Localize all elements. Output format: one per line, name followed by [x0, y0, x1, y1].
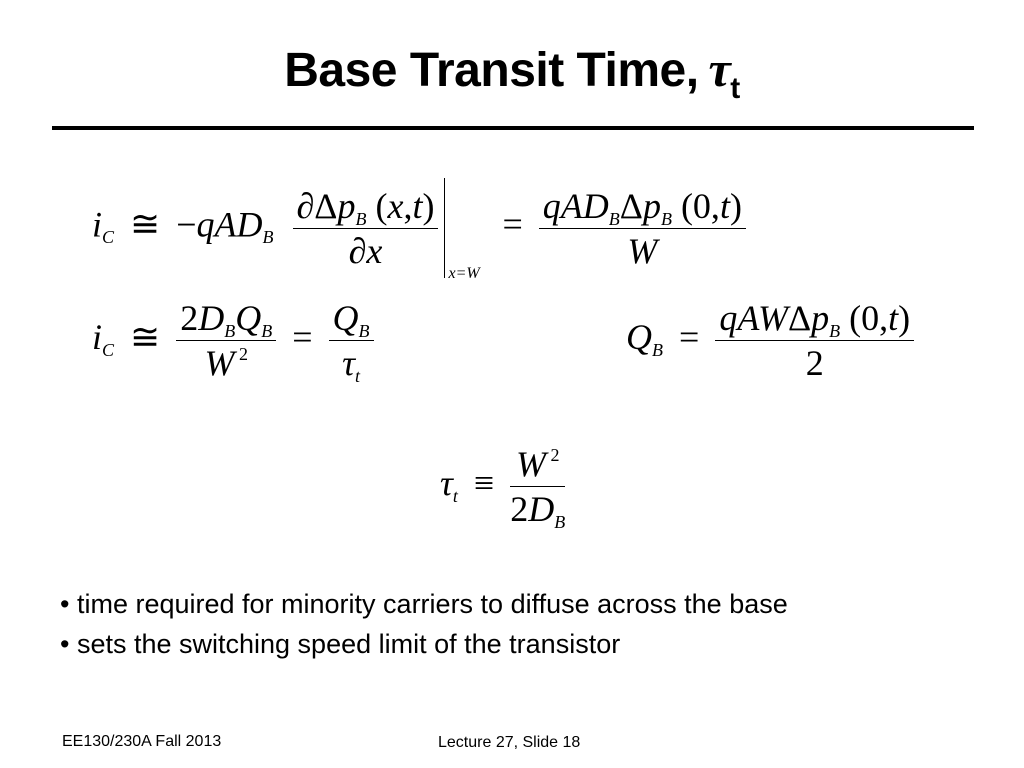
- footer-course: EE130/230A Fall 2013: [62, 733, 222, 750]
- tau-subscript: t: [730, 72, 740, 105]
- equation-base-charge: QB = $\frac{\text{qAWΔpB (0,t)}}{2}$: [626, 300, 914, 381]
- equation-collector-current-charge: iC ≅ $\frac{\text{2DBQB}}{W ^2}$ = $\frac{QB}{\tau t}$: [92, 300, 374, 381]
- bullet-item: • sets the switching speed limit of the transistor: [60, 629, 621, 659]
- footer-slide-number: Lecture 27, Slide 18: [438, 734, 581, 751]
- slide-title-text: Base Transit Time,: [284, 44, 699, 97]
- bullet-list: [60, 584, 788, 664]
- equation-transit-time: τt ≡ $\frac{W ^2}{2DB}$: [440, 444, 566, 532]
- tau-symbol: τ: [708, 41, 731, 97]
- equation-collector-current-gradient: iC ≅ −qADB $\frac{\text{∂ΔpB (x,t)}}{\partial x}$ x=W = $\frac{\text{qADBΔpB (0,t)}}{W}$: [92, 178, 746, 278]
- title-divider: [52, 126, 974, 130]
- slide-title: [0, 40, 1024, 105]
- bullet-item: • time required for minority carriers to diffuse across the base: [60, 589, 788, 619]
